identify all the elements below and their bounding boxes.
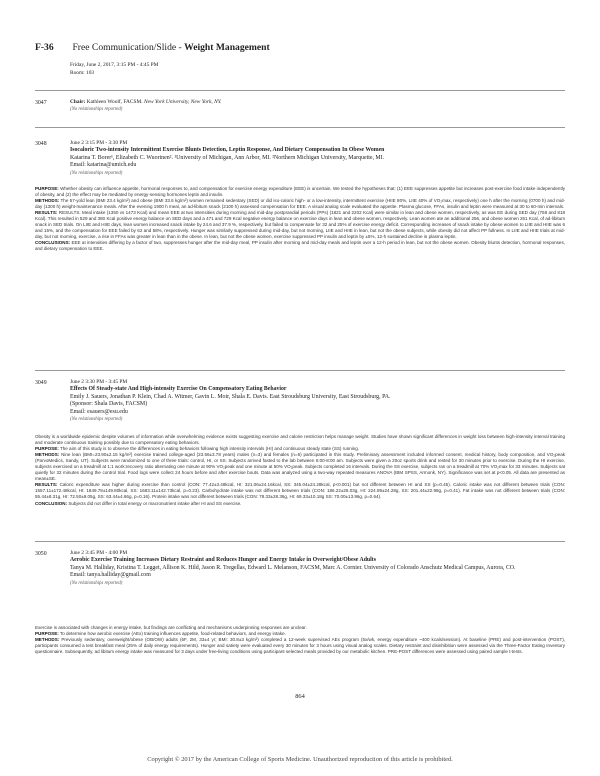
section-text: The aim of this study is to observe the differences in eating behaviors following high intensity intervals (HI) and continuous steady state (SS) running. [59,446,360,452]
no-relationships-note: (No relationships reported) [70,417,123,423]
section-text: Obesity is a worldwide epidemic despite volumes of information while overwhelming evidence exists suggesting exercise and calorie restriction helps manage weight. Studies have shown significant differences in weight loss between high-intensity interval training and moderate continuous training possibly due to compensatory eating behaviors. [35,434,565,446]
section-label: PURPOSE: [35,631,59,637]
section-label: CONCLUSION: [35,500,68,506]
abstract-paragraph [35,198,565,210]
no-relationships-note: (No relationships reported) [70,580,123,586]
section-text: Nine lean (BMI=23.90±2.15 kg/m²) exercise trained college-aged (23.56±3.78 years) males (n=3) and females (n=6) participated in this study. Preliminary assessment included informed consent, medical history, body composition, and VO₂peak (ParvoMedics, Sandy, UT). Subjects were randomized to one of three trials: control, HI, or SS. Subjects arrived fasted to the lab between 6:00-8:00 am. Subjects were given a 20oz sports drink and rested for 30 minutes prior to exercise. During the HI exercise, subjects exercised on a treadmill at 1:1 work:recovery ratio alternating one minute at 90% VO₂peak and one minute at 50% VO₂peak. Subjects completed 16 intervals. During the SS exercise, subjects ran on a treadmill at 70% VO₂max for 33 minutes. Subjects sat quietly for 32 minutes during the control trial. Food logs were collect 24 hours before and after exercise bouts. Data was analyzed using a two-way repeated measures ANOVA (IBM SPSS, Armonk, NY). Significance was set at p<0.05. All data are presented as mean±SE. [35,452,566,482]
abstract-email: Email: esauers@esu.edu [70,408,128,415]
abstract-time: June 2 3:15 PM - 3:30 PM [70,140,128,146]
section-text: Exercise is associated with changes in energy intake, but findings are conflicting and mechanisms underpinning responses are unclear. [35,625,307,630]
abstract-paragraph [35,434,565,446]
section-label: METHODS: [35,452,60,458]
section-text: EEE at intensities differing by a factor of two, suppresses hunger after the mid-day meal, PP insulin after morning and mid-day meals and leptin over a 12-h period in lean, but not the obese women. Obesity blunts detection, hormonal responses, and dietary compensation to EEE. [35,240,565,252]
chair-label: Chair: [70,99,86,105]
abstract-number: 3048 [35,141,47,147]
page-number: 864 [295,693,305,700]
divider [35,370,565,371]
session-header [35,42,270,53]
abstract-title: Aerobic Exercise Training Increases Dietary Restraint and Reduces Hunger and Energy Intake in Overweight/Obese Adults [70,557,376,564]
section-label: RESULTS: [35,210,58,216]
abstract-header [70,379,540,423]
abstract-body [35,625,565,655]
section-label: CONCLUSIONS: [35,240,71,246]
section-text: Whether obesity can influence appetite, hormonal responses to, and compensation for exercise energy expenditure (EEE) is uncertain. We tested the hypotheses that: (1) EEE suppresses appetite but increases post-exercise food intake independently of obesity, and (2) the effect may be mediated by energy-sensing hormones leptin and insulin. [35,186,565,198]
abstract-sponsor: (Sponsor: Shala Davis, FACSM) [70,401,148,408]
session-meta [70,62,158,77]
chair-entry [70,99,540,114]
abstract-email: Email: katarina@umich.edu [70,162,137,169]
abstract-paragraph [35,186,565,198]
section-text: Previously sedentary, overweight/obese (OB/OW) adults (6F, 2M, 33±4 yr; BMI: 30.8±3 kg/m²) completed a 12-week supervised AEx program (5x/wk, energy expenditure ~400 kcals/session). At baseline (PRE) and post-intervention (POST), participants consumed a test breakfast meal (25% of daily energy requirements). Hunger and satiety were evaluated every 30 minutes for 3 hours using visual analog scales. Dietary restraint and disinhibition were assessed via the Three-Factor Eating Inventory questionnaire. Subsequently, ad libitum energy intake was measured for 3 days under free-living conditions using participant selected meals provided by our metabolic kitchen. PRE-POST differences were assessed using paired sample t-tests. [35,637,566,655]
abstract-body [35,434,565,507]
divider [35,90,565,91]
section-label: METHODS: [35,198,60,204]
section-text: Caloric expenditure was higher during exercise than control (CON: 77.42±3.48kcal, HI: 321.06±24.16kcal, SS: 345.04±24.28kcal, p<0.001) but not different between HI and SS (p=0.45). Caloric intake was not different between trials (CON: 1557.11±172.48kcal, HI: 1849.78±149.80kcal, SS: 1683.11±142.73kcal, p=0.23). Carbohydrate intake was not different between trials (CON: 186.22±25.03g, HI: 224.89±24.28g, SS: 201.44±22.98g, p=0.41). Fat intake was not different between trials (CON: 55.44±8.31g, HI: 72.50±9.05g, SS: 63.44±4.66g, p=0.16). Protein intake was not different between trials (CON: 78.33±28.36g, HI: 69.33±10.18g SS: 70.00±13.96g, p=0.64). [35,482,565,500]
section-label: METHODS: [35,637,60,643]
section-label: PURPOSE: [35,186,59,191]
session-date: Friday, June 2, 2017, 3:15 PM - 4:45 PM [70,62,159,68]
section-text: Subjects did not differ in total energy or macronutrient intake after HI and SS exercise. [68,500,242,506]
copyright-notice: Copyright © 2017 by the American College of Sports Medicine. Unauthorized reproduction of this article is prohibited. [147,756,453,763]
no-relationships-note: (No relationships reported) [70,107,123,113]
abstract-time: June 2 3:45 PM - 4:00 PM [70,550,128,556]
abstract-email: Email: tanya.halliday@gmail.com [70,572,151,579]
section-text: The 57-yold lean (BMI 23.4 kg/m²) and obese (BMI 33.6 kg/m²) women remained sedentary (SED) or did iso-caloric high- or a low-intensity, intermittent exercise (HIIE 80%, LIIE 40% of VO₂max, respectively) one h after the morning (0700 h) and mid-day (1300 h) weight-maintenance meals. After the evening 1900 h meal, an ad-libitum snack (2100 h) assessed compensation for EEE. A visual analog scale evaluated the appetite. Plasma glucose, FFAs, insulin and leptin were measured at 30 to 60-min intervals. [35,198,565,210]
abstract-time: June 2 3:30 PM - 3:45 PM [70,379,128,385]
abstract-title: Isocaloric Two-intensity Intermittent Exercise Blunts Detection, Leptin Response, And Dietary Compensation In Obese Women [70,147,385,154]
section-text: To determine how aerobic exercise (AEx) training influences appetite, food-related behaviors, and energy intake. [59,631,286,637]
abstract-paragraph [35,452,565,482]
divider [35,541,565,542]
abstract-paragraph [35,637,565,655]
section-text: RESULTS. Meal intake (1350 vs 1473 Kcal) and mean EEE at two intensities during morning and mid-day postprandial periods (PPs) (1821 and 2202 Kcal) were similar in lean and obese women, respectively, as was EE during SED day (758 and 818 Kcal). This resulted in 529 and 380 Kcal positive energy balance on SED days and a 471 and 729 Kcal negative energy balance on exercise days in lean and obese women, respectively. Lean women ate an additional 256, and obese women 261 Kcal, of ad-libitum snack in SED trials. On LIIE and HIIE days, lean women increased snack intake by 24.6 and 37.9 %, respectively, but failed to compensate for 32 and 25% of exercise energy deficit. Corresponding increases of snack intake by obese women to LIIE and HIIE was 6 and 15%, and the compensation for EEE failed by 62 and 58%, respectively. Hunger was similarly suppressed during mid-day, but not morning, LIIE and HIIE in lean, but not the obese subjects, while obesity did not affect PP fullness. In LIIE and HIIE trials at mid-day, but not morning, exercise, a rise in FFAs was greater in lean than in the obese. In lean, but not the obese women, exercise suppressed PP insulin and leptin by ±5%, 12-h sustained decline in plasma leptin. [35,210,566,240]
abstract-number: 3049 [35,380,47,386]
section-label: PURPOSE: [35,446,59,452]
session-room: Room: 103 [70,69,95,76]
abstract-header [70,550,540,587]
session-type: Free Communication/Slide [72,42,177,53]
session-topic: Weight Management [184,42,270,53]
abstract-authors: Katarina T. Borer¹, Elizabeth C. Wuorinen². ¹University of Michigan, Ann Arbor, MI. ²Northern Michigan University, Marquette, MI. [70,154,385,161]
session-separator: - [176,42,185,53]
abstract-body [35,186,565,253]
abstract-authors: Emily J. Sauers, Jonathan P. Klein, Chad A. Witmer, Gavin L. Moir, Shala E. Davis. East Stroudsburg University, East Stroudsburg, PA. [70,393,391,400]
abstract-paragraph [35,501,565,507]
no-relationships-note: (No relationships reported) [70,170,123,176]
divider [35,127,565,128]
chair-number: 3047 [35,100,47,106]
chair-affiliation: New York University, New York, NY. [143,99,222,105]
abstract-header [70,140,540,177]
session-code: F-36 [35,42,54,53]
abstract-authors: Tanya M. Halliday, Kristina T. Legget, Allison K. Hild, Jason R. Tregellas, Edward L. Melanson, FACSM, Marc A. Cornier. University of Colorado Anschutz Medical Campus, Aurora, CO. [70,564,516,571]
abstract-paragraph [35,482,565,500]
abstract-paragraph [35,210,565,240]
abstract-title: Effects Of Steady-state And High-intensity Exercise On Compensatory Eating Behavior [70,386,287,393]
abstract-number: 3050 [35,551,47,557]
chair-name: Kathleen Woolf, FACSM. [86,99,143,105]
abstract-paragraph [35,240,565,252]
section-label: RESULTS: [35,482,58,488]
